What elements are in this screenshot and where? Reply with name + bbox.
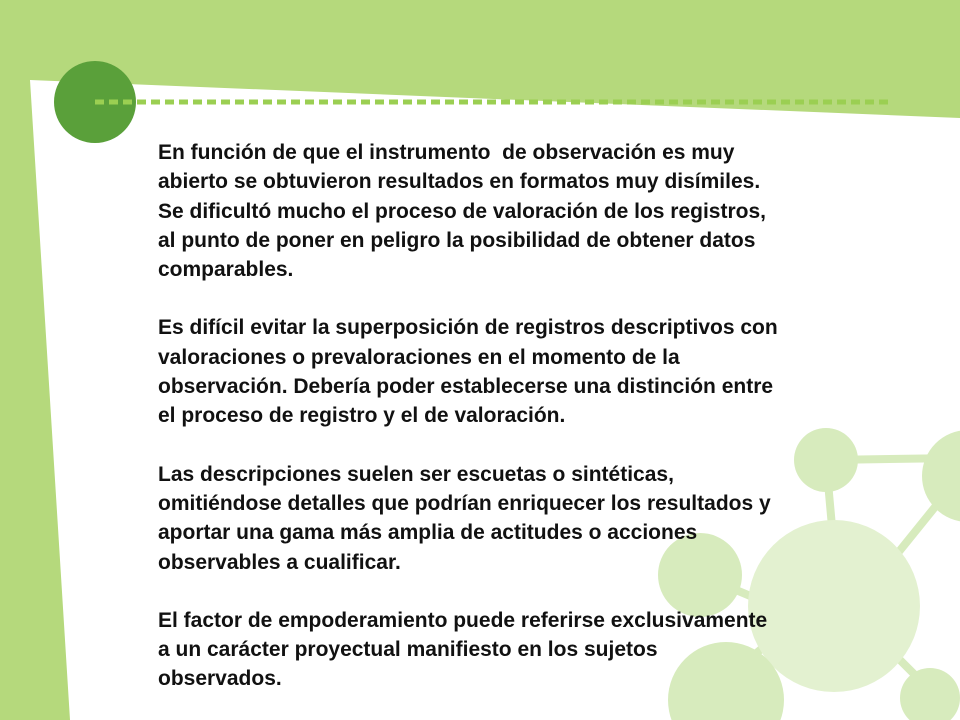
paragraph-4: El factor de empoderamiento puede referirse exclusivamente a un carácter proyectual manifiesto en los sujetos observados. — [158, 608, 768, 691]
paragraph-3: Las descripciones suelen ser escuetas o sintéticas, omitiéndose detalles que podrían enriquecer los resultados y aportar una gama más amplia de actitudes o acciones observables a cualificar. — [158, 462, 771, 574]
paragraph-1: En función de que el instrumento de observación es muy abierto se obtuvieron resultados en formatos muy disímiles. Se dificultó mucho el proceso de valoración de los registros, al punto de poner en peligro la posibilidad de obtener datos comparables. — [158, 141, 766, 282]
paragraph-2: Es difícil evitar la superposición de registros descriptivos con valoraciones o prevaloraciones en el momento de la observación. Debería poder establecerse una distinción entre el proceso de registro y el de valoración. — [158, 316, 778, 428]
body-text — [158, 138, 878, 720]
